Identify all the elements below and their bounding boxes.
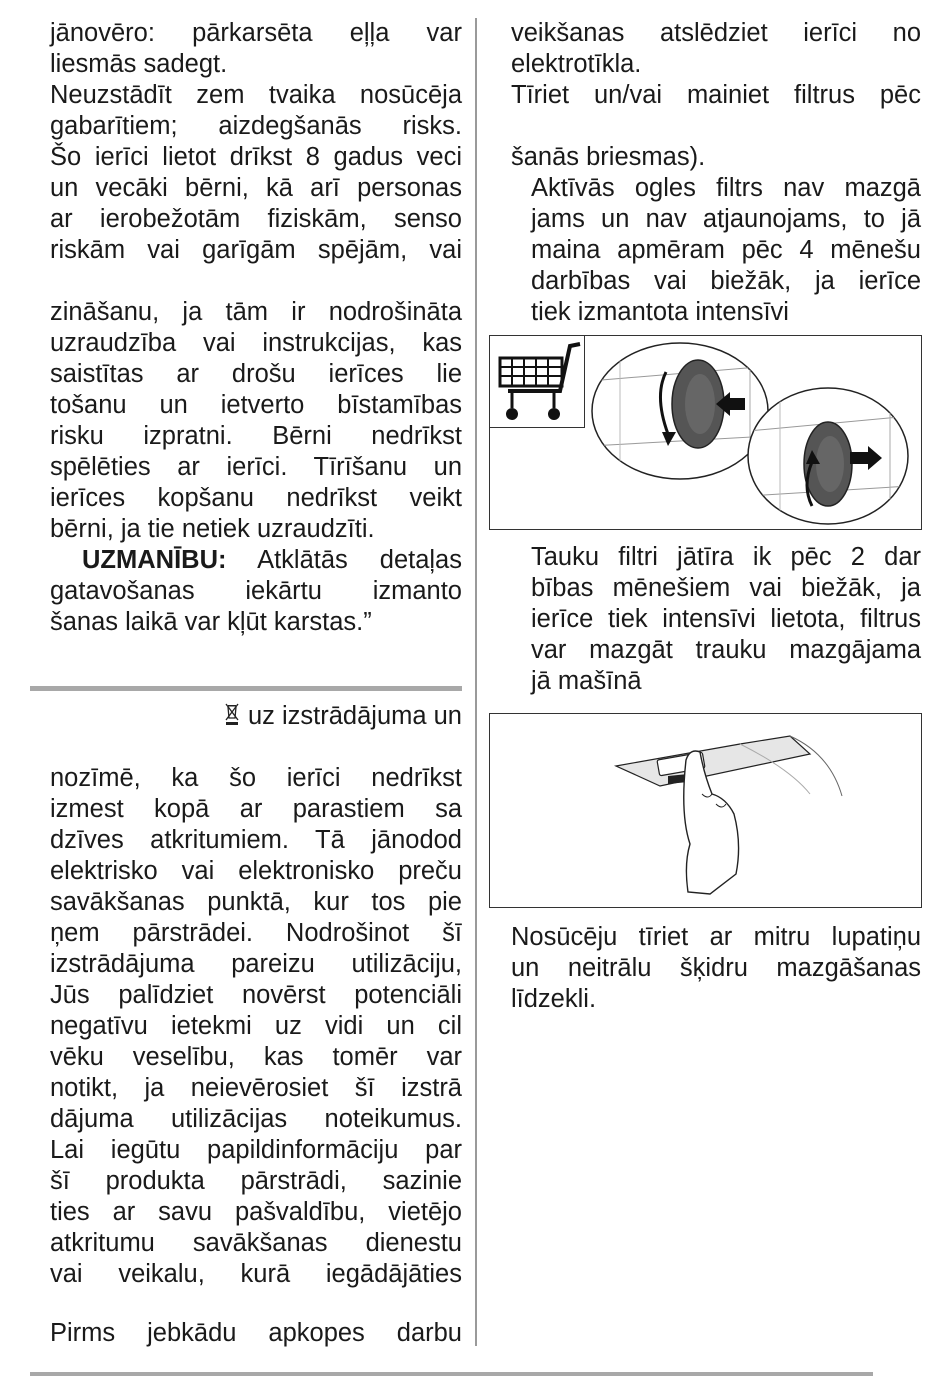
disposal-first-line xyxy=(170,701,462,734)
text-line: veikšanas atslēdziet ierīci no xyxy=(511,19,921,47)
text-line: liesmās sadegt. xyxy=(50,50,228,78)
text-line: Lai iegūtu papildinformāciju par xyxy=(50,1136,462,1164)
crossed-bin-icon xyxy=(224,702,240,734)
text-line: atkritumu savākšanas dienestu xyxy=(50,1229,462,1257)
text-line: bības mēnešiem vai biežāk, ja xyxy=(531,574,921,602)
grease-filter-illustration xyxy=(490,714,921,907)
text-line: tošanu un ietverto bīstamības xyxy=(50,391,462,419)
text-line: spēlēties ar ierīci. Tīrīšanu un xyxy=(50,453,462,481)
text-line: tiek izmantota intensīvi xyxy=(531,298,789,326)
grease-filter-figure xyxy=(489,713,922,908)
text-line: uzraudzība vai instrukcijas, kas xyxy=(50,329,462,357)
warning-text: Atklātās detaļas xyxy=(226,546,462,574)
text-line: Neuzstādīt zem tvaika nosūcēja xyxy=(50,81,462,109)
text-line: savākšanas punktā, kur tos pie xyxy=(50,888,462,916)
text-line: riskām vai garīgām spējām, vai xyxy=(50,236,462,264)
text-line: saistītas ar drošu ierīces lie xyxy=(50,360,462,388)
text-line: jānovēro: pārkarsēta eļļa var xyxy=(50,19,462,47)
text-line: izmest kopā ar parastiem sa xyxy=(50,795,462,823)
section-divider xyxy=(30,686,462,691)
text-line: notikt, ja neievērosiet šī izstrā xyxy=(50,1074,462,1102)
text-line: vēku veselību, kas tomēr var xyxy=(50,1043,462,1071)
column-divider xyxy=(475,18,477,1346)
text-line: var mazgāt trauku mazgājama xyxy=(531,636,921,664)
text-line: ar ierobežotām fiziskām, senso xyxy=(50,205,462,233)
text-line: jams un nav atjaunojams, to jā xyxy=(531,205,921,233)
text-line: nozīmē, ka šo ierīci nedrīkst xyxy=(50,764,462,792)
text-line: Nosūcēju tīriet ar mitru lupatiņu xyxy=(511,923,921,951)
text-line: ties ar savu pašvaldību, vietējo xyxy=(50,1198,462,1226)
text-line: Jūs palīdziet novērst potenciāli xyxy=(50,981,462,1009)
shopping-cart-icon xyxy=(489,335,585,428)
text-line: izstrādājuma pareizu utilizāciju, xyxy=(50,950,462,978)
text-line: šī produkta pārstrādi, sazinie xyxy=(50,1167,462,1195)
text-line: ierīces kopšanu nedrīkst veikt xyxy=(50,484,462,512)
text-line: vai veikalu, kurā iegādājāties xyxy=(50,1260,462,1288)
text-line: zināšanu, ja tām ir nodrošināta xyxy=(50,298,462,326)
text-line: jā mašīnā xyxy=(531,667,642,695)
text-line: šanas laikā var kļūt karstas.” xyxy=(50,608,372,636)
text-line: gatavošanas iekārtu izmanto xyxy=(50,577,462,605)
text-line: Tīriet un/vai mainiet filtrus pēc xyxy=(511,81,921,109)
text-line: darbības vai biežāk, ja ierīce xyxy=(531,267,921,295)
text-line: ņem pārstrādei. Nodrošinot šī xyxy=(50,919,462,947)
page-bottom-rule xyxy=(30,1372,873,1376)
text-line: Aktīvās ogles filtrs nav mazgā xyxy=(531,174,921,202)
text-line: un vecāki bērni, kā arī personas xyxy=(50,174,462,202)
disposal-first-text: uz izstrādājuma un xyxy=(247,702,462,730)
warning-label: UZMANĪBU: xyxy=(82,546,227,574)
text-line: līdzekli. xyxy=(511,985,597,1013)
text-line: dājuma utilizācijas noteikumus. xyxy=(50,1105,462,1133)
text-line: negatīvu ietekmi uz vidi un cil xyxy=(50,1012,462,1040)
text-line: gabarītiem; aizdegšanās risks. xyxy=(50,112,462,140)
text-line: elektrotīkla. xyxy=(511,50,642,78)
warning-line xyxy=(50,545,462,576)
text-line: Pirms jebkādu apkopes darbu xyxy=(50,1319,462,1347)
text-line: maina apmēram pēc 4 mēnešu xyxy=(531,236,921,264)
text-line: Tauku filtri jātīra ik pēc 2 dar xyxy=(531,543,921,571)
text-line: ierīce tiek intensīvi lietota, filtrus xyxy=(531,605,921,633)
text-line: bērni, ja tie netiek uzraudzīti. xyxy=(50,515,375,543)
text-line: risku izpratni. Bērni nedrīkst xyxy=(50,422,462,450)
text-line: un neitrālu šķidru mazgāšanas xyxy=(511,954,921,982)
text-line: dzīves atkritumiem. Tā jānodod xyxy=(50,826,462,854)
text-line: Šo ierīci lietot drīkst 8 gadus veci xyxy=(50,143,462,171)
text-line: elektrisko vai elektronisko preču xyxy=(50,857,462,885)
text-line: šanās briesmas). xyxy=(511,143,706,171)
